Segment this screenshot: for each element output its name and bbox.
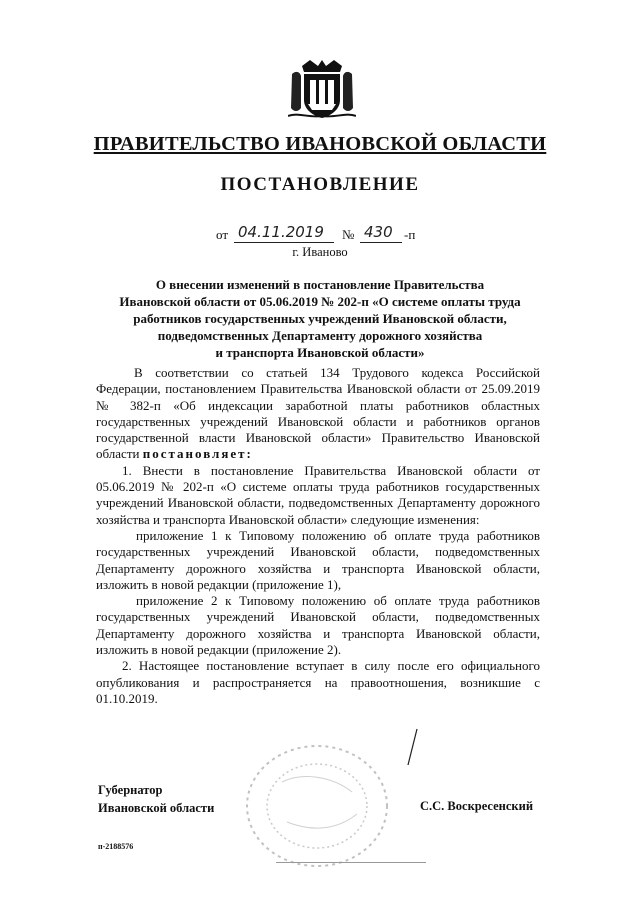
resolution-word: постановляет: bbox=[142, 446, 253, 462]
signature-tick-mark bbox=[405, 727, 419, 767]
signatory-title-line: Губернатор bbox=[98, 783, 163, 797]
city: г. Иваново bbox=[292, 245, 348, 259]
number-label: № bbox=[342, 227, 355, 242]
registration-line bbox=[216, 223, 446, 245]
document-type: ПОСТАНОВЛЕНИЕ bbox=[220, 174, 420, 195]
body-paragraph: 2. Настоящее постановление вступает в силу после его официального опубликования и распространяется на правоотношения, возникшие с 01.10.2019. bbox=[96, 658, 540, 706]
date-underline bbox=[234, 242, 334, 243]
signatory-title bbox=[98, 781, 214, 817]
document-subject bbox=[90, 276, 550, 361]
signatory-name: С.С. Воскресенский bbox=[420, 799, 534, 813]
subject-line: работников государственных учреждений Ивановской области, bbox=[133, 311, 507, 326]
subject-line: и транспорта Ивановской области» bbox=[215, 345, 425, 360]
document-body bbox=[96, 365, 540, 707]
date-handwritten: 04.11.2019 bbox=[238, 223, 324, 241]
number-suffix: -п bbox=[404, 227, 416, 242]
document-code: п-2188576 bbox=[98, 842, 134, 851]
number-underline bbox=[360, 242, 402, 243]
subject-line: О внесении изменений в постановление Правительства bbox=[155, 277, 485, 292]
coat-of-arms-icon bbox=[288, 58, 356, 120]
body-paragraph: 1. Внести в постановление Правительства Ивановской области от 05.06.2019 № 202-п «О системе оплаты труда работников государственных учреждений Ивановской области, подведомственных Департаменту дорожного хозяйства и транспорта Ивановской области» следующие изменения: bbox=[96, 462, 540, 527]
subject-line: подведомственных Департаменту дорожного хозяйства bbox=[157, 328, 483, 343]
government-title: ПРАВИТЕЛЬСТВО ИВАНОВСКОЙ ОБЛАСТИ bbox=[93, 133, 547, 155]
body-paragraph: приложение 1 к Типовому положению об оплате труда работников государственных учреждений Ивановской области, подведомственных Департаменту дорожного хозяйства и транспорта Ивановской области, изложить в новой редакции (приложение 1), bbox=[96, 527, 540, 592]
signatory-title-line: Ивановской области bbox=[98, 801, 215, 815]
subject-line: Ивановской области от 05.06.2019 № 202-п «О системе оплаты труда bbox=[119, 294, 521, 309]
number-handwritten: 430 bbox=[364, 223, 393, 241]
footer-divider bbox=[276, 862, 426, 863]
from-label: от bbox=[216, 227, 229, 242]
body-paragraph bbox=[96, 365, 540, 463]
body-paragraph: приложение 2 к Типовому положению об оплате труда работников государственных учреждений Ивановской области, подведомственных Департаменту дорожного хозяйства и транспорта Ивановской области, изложить в новой редакции (приложение 2). bbox=[96, 593, 540, 658]
preamble-text: В соответствии со статьей 134 Трудового кодекса Российской Федерации, постановлением Правительства Ивановской области от 25.09.2019 № 382-п «Об индексации заработной платы работников областных государственных учреждений Ивановской области и работников органов государственной власти Ивановской области» Правительство Ивановской области bbox=[96, 365, 540, 462]
stamp-seal-icon bbox=[242, 742, 392, 870]
